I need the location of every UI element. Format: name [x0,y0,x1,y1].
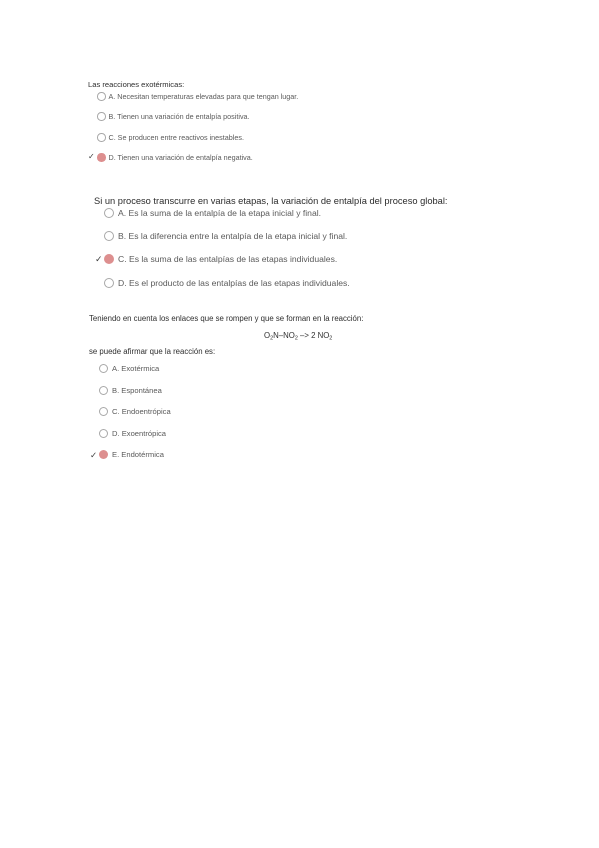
option-label: D. Tienen una variación de entalpía negativa. [108,153,253,162]
option-label: D. Exoentrópica [112,429,167,438]
option-label: E. Endotérmica [112,450,164,459]
option-label: C. Endoentrópica [112,407,171,416]
question-3-prompt: Teniendo en cuenta los enlaces que se rompen y que se forman en la reacción: [89,314,364,323]
radio-button[interactable] [99,364,108,373]
question-2-option-c[interactable] [104,254,337,264]
option-label: B. Es la diferencia entre la entalpía de la etapa inicial y final. [118,231,348,241]
radio-button[interactable] [97,92,106,101]
radio-button-selected[interactable] [97,153,106,162]
question-1-option-c[interactable] [97,133,244,142]
question-3-option-e[interactable] [99,450,164,459]
radio-button[interactable] [104,208,114,218]
radio-button-selected[interactable] [104,254,114,264]
question-1-option-a[interactable] [97,92,298,101]
question-3-option-d[interactable] [99,429,166,438]
question-2-option-a[interactable] [104,208,321,218]
radio-button[interactable] [97,133,106,142]
option-label: C. Se producen entre reactivos inestables. [108,133,244,142]
radio-button[interactable] [104,278,114,288]
question-3-option-b[interactable] [99,386,162,395]
correct-check-icon: ✓ [95,254,103,264]
question-3-option-c[interactable] [99,407,171,416]
option-label: A. Es la suma de la entalpía de la etapa inicial y final. [118,208,322,218]
reaction-equation: $O_2N-NO_2 -> 2$ $NO_2$ [264,331,333,342]
option-label: A. Necesitan temperaturas elevadas para que tengan lugar. [108,92,299,101]
radio-button[interactable] [99,429,108,438]
radio-button[interactable] [97,112,106,121]
question-2-option-b[interactable] [104,231,347,241]
question-1-prompt: Las reacciones exotérmicas: [88,80,185,89]
radio-button[interactable] [99,386,108,395]
option-label: B. Espontánea [112,386,162,395]
question-3-option-a[interactable] [99,364,159,373]
question-3-followup: se puede afirmar que la reacción es: [89,347,216,356]
correct-check-icon: ✓ [88,152,95,161]
radio-button[interactable] [104,231,114,241]
question-2-option-d[interactable] [104,278,350,288]
option-label: C. Es la suma de las entalpías de las etapas individuales. [118,254,338,264]
radio-button-selected[interactable] [99,450,108,459]
radio-button[interactable] [99,407,108,416]
correct-check-icon: ✓ [90,450,98,460]
option-label: B. Tienen una variación de entalpía positiva. [108,112,250,121]
option-label: D. Es el producto de las entalpías de las etapas individuales. [118,278,350,288]
question-1-option-b[interactable] [97,112,250,121]
question-2-prompt: Si un proceso transcurre en varias etapas, la variación de entalpía del proceso global: [94,196,448,206]
option-label: A. Exotérmica [112,364,160,373]
question-1-option-d[interactable] [97,153,253,162]
